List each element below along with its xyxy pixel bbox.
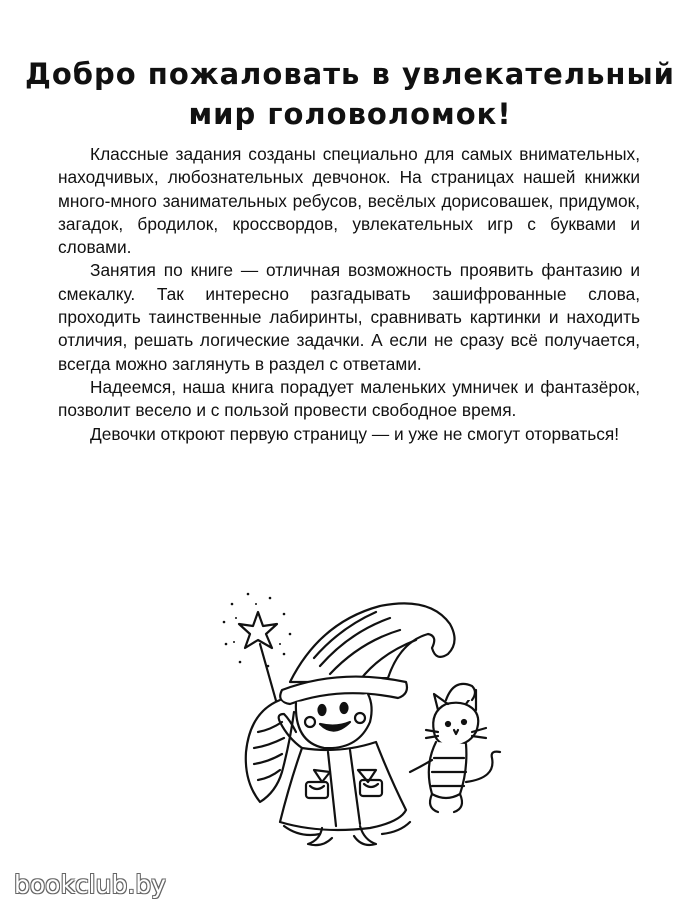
intro-text (58, 143, 640, 446)
watermark: bookclub.by (14, 870, 166, 899)
title-line-2: мир головоломок! (188, 97, 512, 131)
fairy-girl-with-wand-and-cat-icon (210, 582, 510, 852)
title-line-1: Добро пожаловать в увлекательный (25, 57, 675, 91)
page-title (0, 54, 700, 134)
paragraph-1: Классные задания созданы специально для самых внимательных, находчивых, любознательных девчонок. На страницах нашей книжки много-много занимательных ребусов, весёлых дорисовашек, придумок, загадок, бродилок, кроссвордов, увлекательных игр с буквами и словами. (58, 144, 640, 258)
paragraph-2: Занятия по книге — отличная возможность проявить фантазию и смекалку. Так интересно разгадывать зашифрованные слова, проходить таинственные лабиринты, сравнивать картинки и находить отличия, решать логические задачки. А если не сразу всё получается, всегда можно заглянуть в раздел с ответами. (58, 260, 640, 374)
paragraph-3: Надеемся, наша книга порадует маленьких умничек и фантазёрок, позволит весело и с пользой провести свободное время. (58, 376, 640, 421)
paragraph-4: Девочки откроют первую страницу — и уже не смогут оторваться! (90, 423, 620, 444)
